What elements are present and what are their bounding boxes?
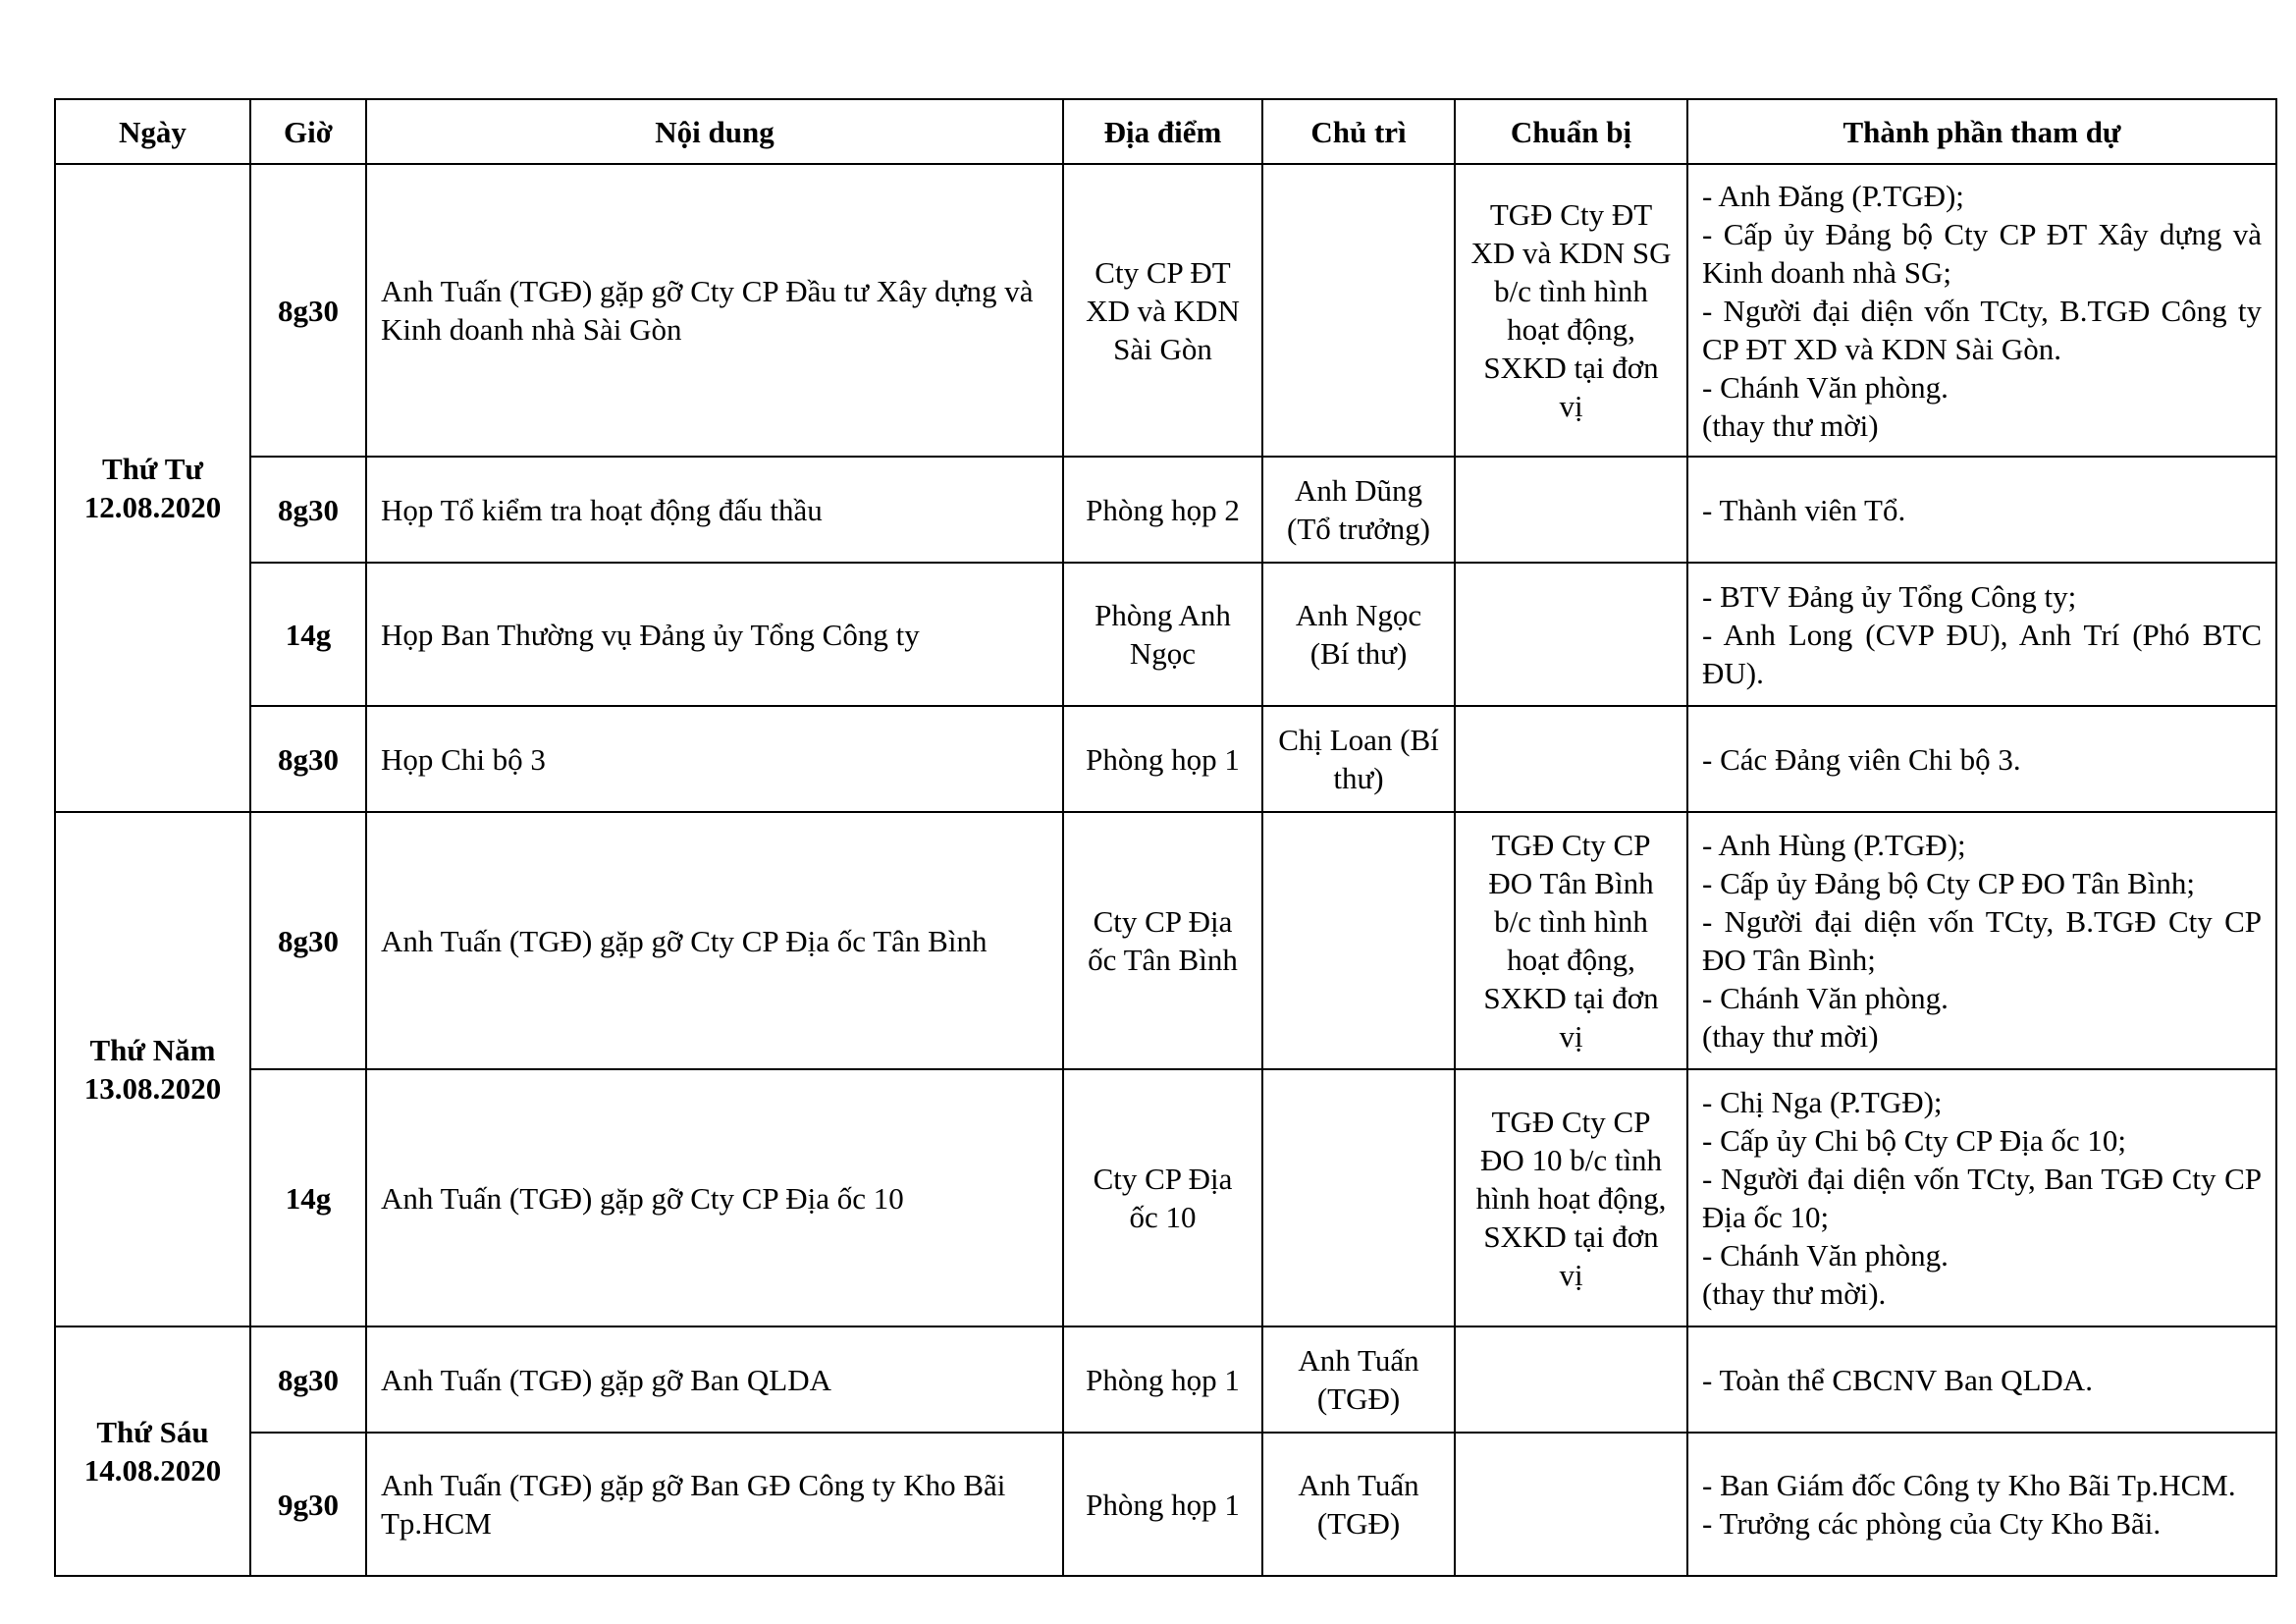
event-time: 8g30 [250,706,366,812]
attendee-line: (thay thư mời) [1702,407,1879,443]
event-content: Họp Chi bộ 3 [366,706,1063,812]
event-time: 8g30 [250,164,366,457]
event-place: Phòng họp 1 [1063,706,1262,812]
header-prep: Chuẩn bị [1455,99,1687,164]
event-content: Họp Ban Thường vụ Đảng ủy Tổng Công ty [366,563,1063,706]
attendee-line: - Cấp ủy Chi bộ Cty CP Địa ốc 10; [1702,1123,2126,1158]
table-row [55,563,2276,706]
schedule-body [55,164,2276,1576]
event-host: Chị Loan (Bí thư) [1262,706,1455,812]
attendee-line: - Chánh Văn phòng. [1702,981,1949,1015]
event-place: Phòng họp 2 [1063,457,1262,563]
event-content: Anh Tuấn (TGĐ) gặp gỡ Ban QLDA [366,1326,1063,1433]
attendee-line: - Cấp ủy Đảng bộ Cty CP ĐT Xây dựng và Kinh doanh nhà SG; [1702,216,2262,290]
attendee-line: - Các Đảng viên Chi bộ 3. [1702,741,2021,777]
header-place: Địa điểm [1063,99,1262,164]
event-content: Anh Tuấn (TGĐ) gặp gỡ Ban GĐ Công ty Kho Bãi Tp.HCM [366,1433,1063,1576]
day-date: 12.08.2020 [83,490,222,524]
attendee-line: - Anh Hùng (P.TGĐ); [1702,828,1966,862]
attendee-line: - Chị Nga (P.TGĐ); [1702,1085,1943,1119]
event-content: Họp Tổ kiểm tra hoạt động đấu thầu [366,457,1063,563]
event-content: Anh Tuấn (TGĐ) gặp gỡ Cty CP Đầu tư Xây dựng và Kinh doanh nhà Sài Gòn [366,164,1063,457]
event-time: 8g30 [250,457,366,563]
event-host [1262,812,1455,1069]
table-row [55,1433,2276,1576]
event-host [1262,1069,1455,1326]
event-content: Anh Tuấn (TGĐ) gặp gỡ Cty CP Địa ốc Tân Bình [366,812,1063,1069]
table-row [55,1069,2276,1326]
attendee-line: - Người đại diện vốn TCty, Ban TGĐ Cty CP Địa ốc 10; [1702,1162,2262,1234]
event-attendees [1687,164,2276,457]
day-weekday: Thứ Năm [89,1033,216,1067]
header-time: Giờ [250,99,366,164]
attendee-line: - Toàn thể CBCNV Ban QLDA. [1702,1362,2093,1397]
attendee-line: - Trưởng các phòng của Cty Kho Bãi. [1702,1506,2162,1541]
event-content: Anh Tuấn (TGĐ) gặp gỡ Cty CP Địa ốc 10 [366,1069,1063,1326]
event-place: Phòng họp 1 [1063,1433,1262,1576]
attendee-line: - Người đại diện vốn TCty, B.TGĐ Cty CP ĐO Tân Bình; [1702,904,2262,977]
event-preparation [1455,1326,1687,1433]
event-preparation: TGĐ Cty CP ĐO Tân Bình b/c tình hình hoạt động, SXKD tại đơn vị [1455,812,1687,1069]
event-attendees [1687,1326,2276,1433]
attendee-line: - Anh Long (CVP ĐU), Anh Trí (Phó BTC ĐU). [1702,617,2262,690]
event-attendees [1687,706,2276,812]
event-host [1262,164,1455,457]
event-host: Anh Ngọc (Bí thư) [1262,563,1455,706]
table-row [55,164,2276,457]
event-preparation [1455,563,1687,706]
header-content: Nội dung [366,99,1063,164]
day-weekday: Thứ Tư [102,452,203,486]
attendee-line: - Anh Đăng (P.TGĐ); [1702,178,1964,213]
attendee-line: (thay thư mời) [1702,1019,1879,1054]
event-preparation [1455,706,1687,812]
attendee-line: - BTV Đảng ủy Tổng Công ty; [1702,578,2077,614]
event-host: Anh Tuấn (TGĐ) [1262,1433,1455,1576]
attendee-line: - Thành viên Tổ. [1702,492,1906,527]
event-place: Cty CP Địa ốc 10 [1063,1069,1262,1326]
event-time: 14g [250,563,366,706]
event-place: Cty CP ĐT XD và KDN Sài Gòn [1063,164,1262,457]
event-time: 8g30 [250,1326,366,1433]
table-row [55,706,2276,812]
event-preparation [1455,1433,1687,1576]
attendee-line: - Cấp ủy Đảng bộ Cty CP ĐO Tân Bình; [1702,866,2196,900]
event-attendees [1687,812,2276,1069]
attendee-line: - Chánh Văn phòng. [1702,1238,1949,1272]
event-place: Phòng họp 1 [1063,1326,1262,1433]
event-preparation: TGĐ Cty CP ĐO 10 b/c tình hình hoạt động, SXKD tại đơn vị [1455,1069,1687,1326]
event-preparation: TGĐ Cty ĐT XD và KDN SG b/c tình hình hoạt động, SXKD tại đơn vị [1455,164,1687,457]
event-attendees [1687,457,2276,563]
event-attendees [1687,563,2276,706]
attendee-line: - Chánh Văn phòng. [1702,369,1949,405]
attendee-line: - Người đại diện vốn TCty, B.TGĐ Công ty CP ĐT XD và KDN Sài Gòn. [1702,293,2262,366]
day-date: 13.08.2020 [83,1071,222,1106]
event-host: Anh Dũng (Tổ trưởng) [1262,457,1455,563]
day-cell [55,812,250,1326]
header-attendees: Thành phần tham dự [1687,99,2276,164]
event-attendees [1687,1433,2276,1576]
event-place: Phòng Anh Ngọc [1063,563,1262,706]
schedule-table [54,98,2277,1577]
attendee-line: (thay thư mời). [1702,1276,1887,1311]
event-time: 9g30 [250,1433,366,1576]
header-day: Ngày [55,99,250,164]
event-time: 8g30 [250,812,366,1069]
header-row [55,99,2276,164]
table-row [55,457,2276,563]
table-row [55,812,2276,1069]
day-cell [55,164,250,812]
event-place: Cty CP Địa ốc Tân Bình [1063,812,1262,1069]
event-time: 14g [250,1069,366,1326]
event-attendees [1687,1069,2276,1326]
attendee-line: - Ban Giám đốc Công ty Kho Bãi Tp.HCM. [1702,1468,2236,1502]
table-row [55,1326,2276,1433]
event-host: Anh Tuấn (TGĐ) [1262,1326,1455,1433]
header-host: Chủ trì [1262,99,1455,164]
event-preparation [1455,457,1687,563]
day-date: 14.08.2020 [83,1453,222,1488]
day-weekday: Thứ Sáu [96,1415,209,1449]
day-cell [55,1326,250,1576]
